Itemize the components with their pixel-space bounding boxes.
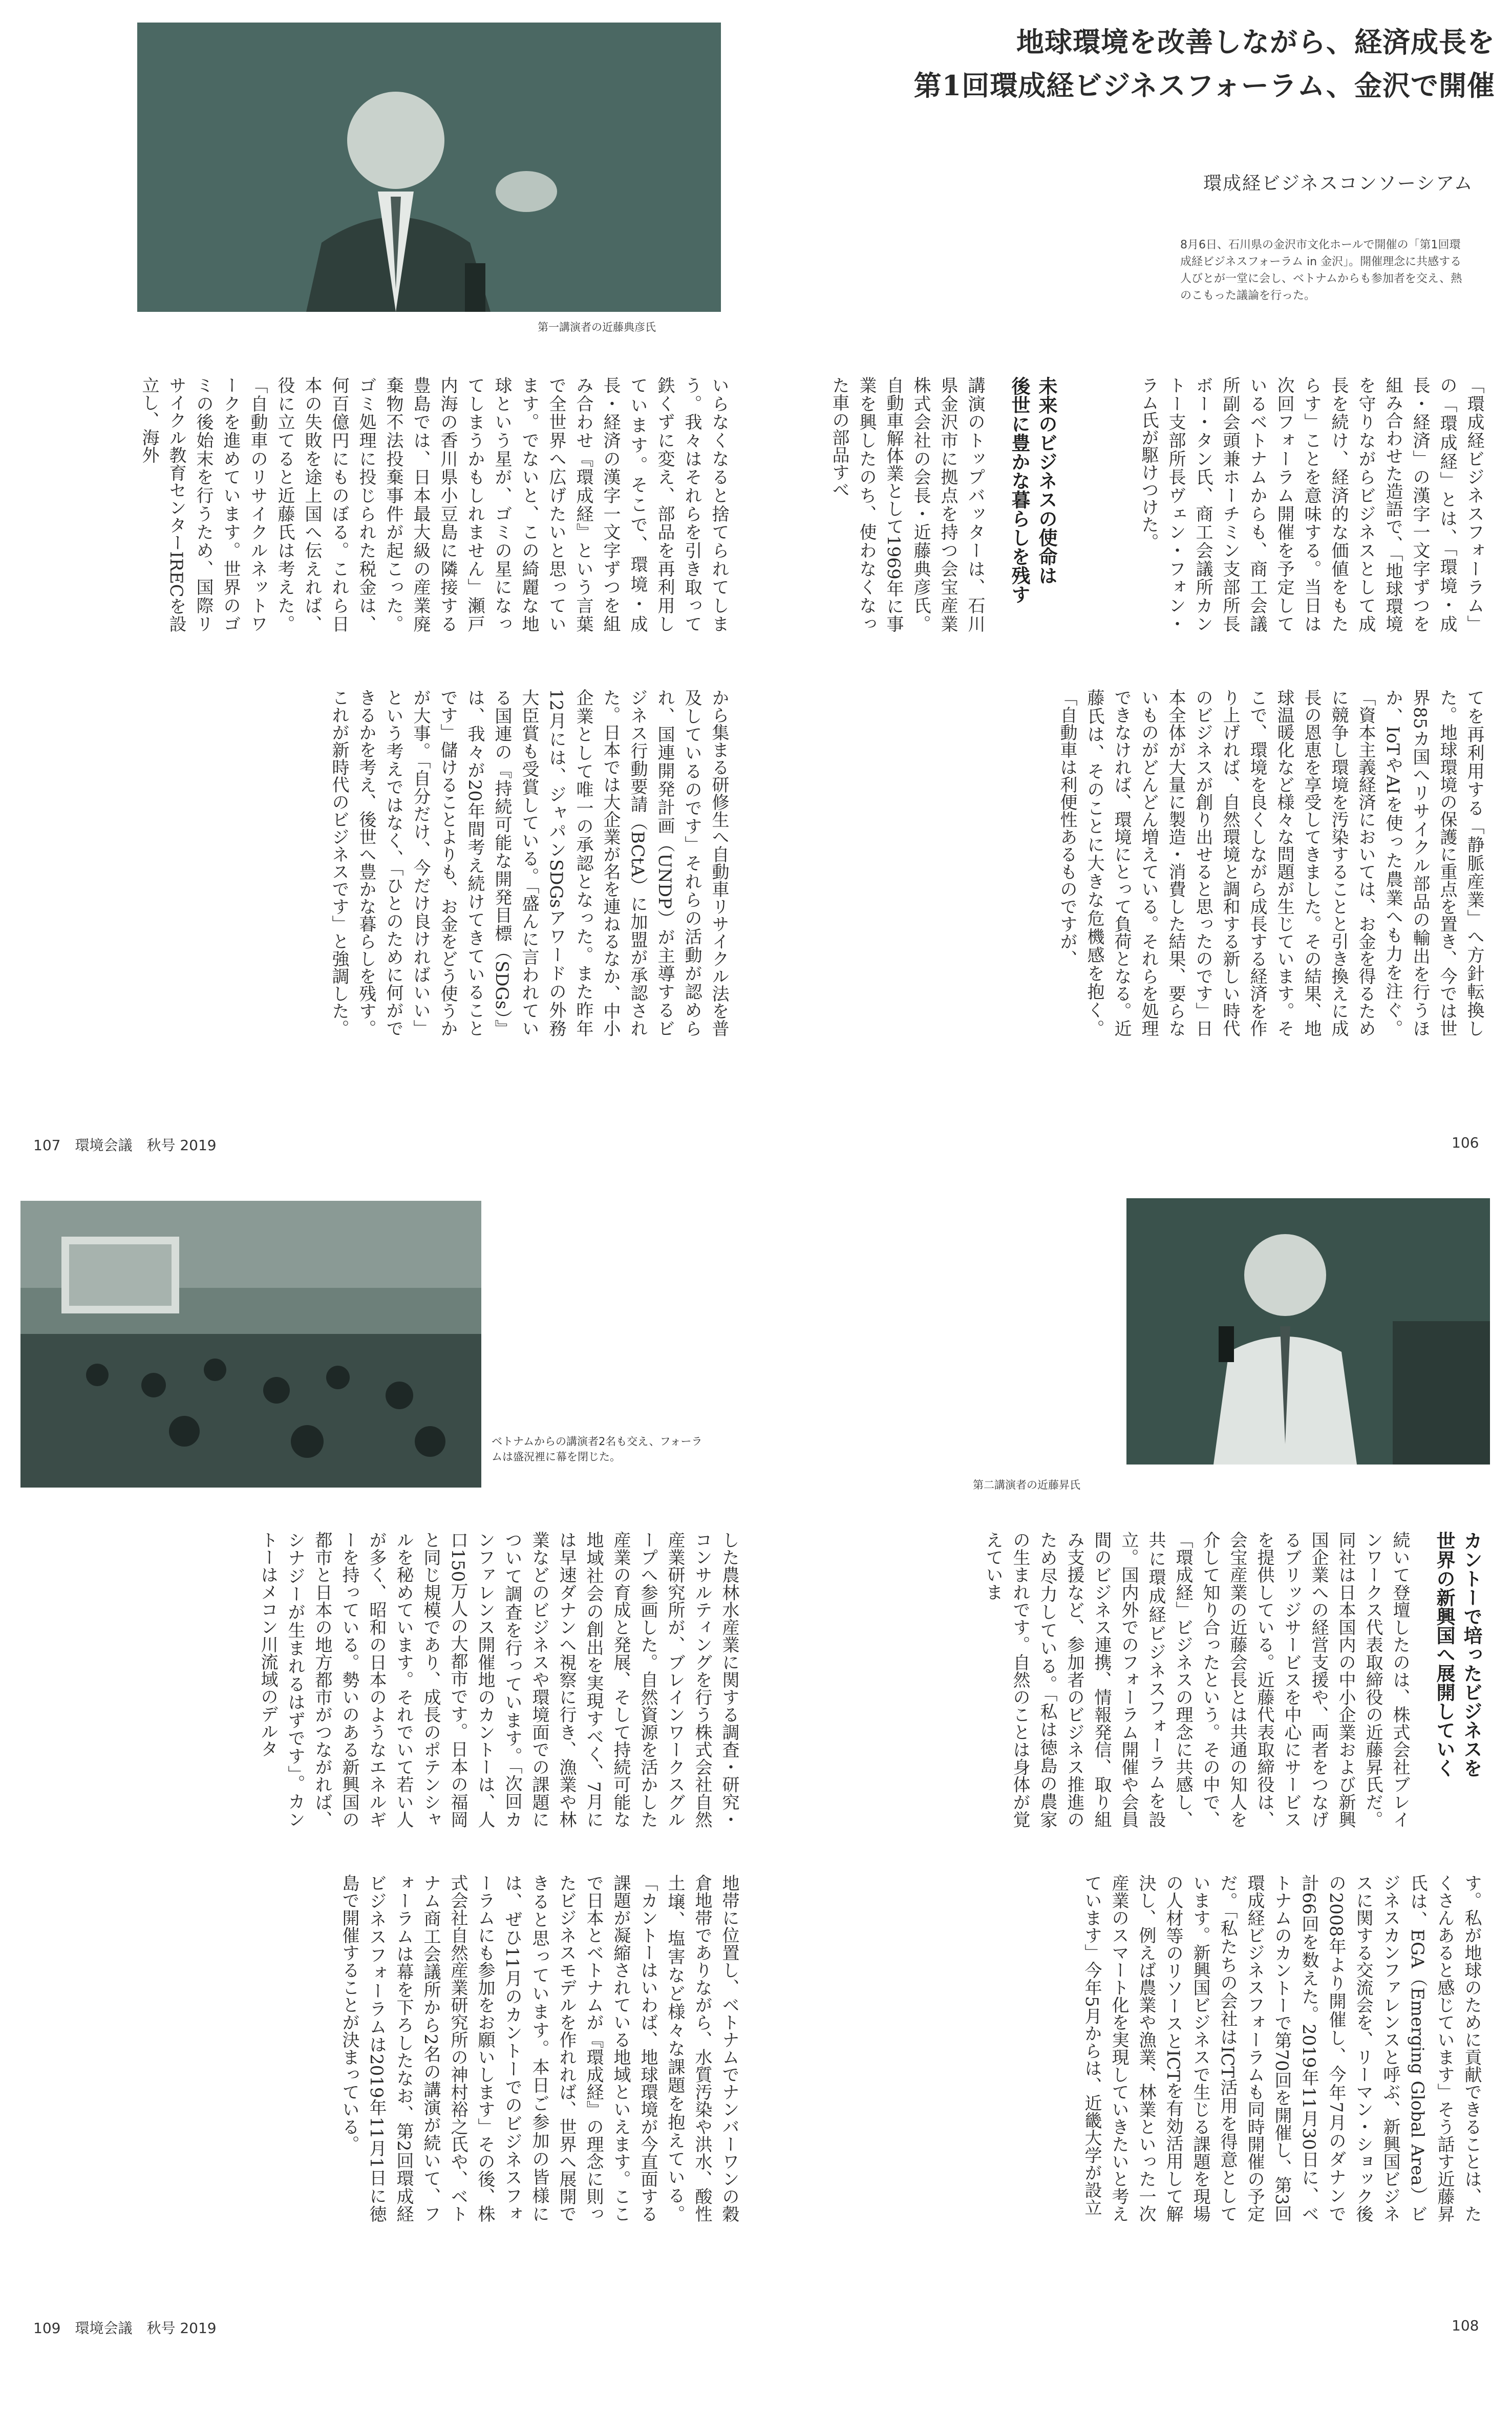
photo-caption-forum: ベトナムからの講演者2名も交え、フォーラムは盛況裡に幕を閉じた。 bbox=[492, 1435, 702, 1463]
body-column-109-lower: 地帯に位置し、ベトナムでナンバーワンの穀倉地帯でありながら、水質汚染や洪水、酸性土壌、塩害など様々な課題を抱えている。「カントーはいわば、地球環境が今直面する課題が凝縮されている地域といえます。ここで日本とベトナムが『環成経』の理念に則ったビジネスモデルを作れれば、世界へ展開できると思っています。本日ご参加の皆様には、ぜひ11月のカントーでのビジネスフォーラムにも参加をお願いします」その後、株式会社自然産業研究所の神村裕之氏や、ベトナム商工会議所から2名の講演が続いて、フォーラムは幕を下ろしたなお、第2回環成経ビジネスフォーラムは2019年11月1日に徳島で開催することが決まっている。 bbox=[339, 1874, 739, 2222]
photo-second-speaker bbox=[1126, 1198, 1490, 1465]
body-column-106-upper: 「環成経ビジネスフォーラム」の「環成経」とは、「環境・成長・経済」の漢字一文字ずつを組み合わせた造語で、「地球環境を守りながらビジネスとして成長を続け、経済的な価値をもたらす」ことを意味する。当日は次回フォーラム開催を予定しているベトナムからも、商工会議所副会頭兼ホーチミン支部所長ボー・タン氏、商工会議所カントー支部所長ヴェン・フォン・ラム氏が駆けつけた。 bbox=[1138, 376, 1484, 632]
section-heading-2: カントーで培ったビジネスを 世界の新興国へ展開していく bbox=[1433, 1531, 1482, 1777]
body-column-108-lower: す。私が地球のために貢献できることは、たくさんあると感じています」そう話す近藤昇氏は、EGA（Emerging Global Area）ビジネスカンファレンスと呼ぶ、新興国ビジネスに関する交流会を、リーマン・ショック後の2008年より開催し、今年7月のダナンで計66回を数えた。2019年11月30日に、ベトナムのカントーで第70回を開催し、第3回環成経ビジネスフォーラムも同時開催の予定だ。「私たちの会社はICT活用を得意としています。新興国ビジネスで生じる課題を現場の人材等のリソースとICTを有効活用して解決し、例えば農業や漁業、林業といった一次産業のスマート化を実現していきたいと考えています」今年5月からは、近畿大学が設立 bbox=[1081, 1874, 1482, 2222]
body-column-107-upper: いらなくなると捨てられてしまう。我々はそれらを引き取って鉄くずに変え、部品を再利用しています。そこで、環境・成長・経済の漢字一文字ずつを組み合わせ『環成経』という言葉で全世界へ広げたいと思っています。でないと、この綺麗な地球という星が、ゴミの星になってしまうかもしれません」瀬戸内海の香川県小豆島に隣接する豊島では、日本最大級の産業廃棄物不法投棄事件が起こった。ゴミ処理に投じられた税金は、何百億円にものぼる。これら日本の失敗を途上国へ伝えれば、役に立てると近藤氏は考えた。「自動車のリサイクルネットワークを進めています。世界のゴミの後始末を行うため、国際リサイクル教育センターIRECを設立し、海外 bbox=[139, 376, 729, 632]
section-heading-1: 未来のビジネスの使命は 後世に豊かな暮らしを残す bbox=[1008, 376, 1057, 604]
title-line-1: 地球環境を改善しながら、経済成長を bbox=[1016, 26, 1495, 58]
title-line-2: 第1回環成経ビジネスフォーラム、金沢で開催 bbox=[913, 69, 1495, 102]
photo-first-speaker bbox=[137, 23, 721, 312]
article-title bbox=[727, 15, 1495, 118]
page-folio-109: 109 環境会議 秋号 2019 bbox=[33, 2320, 217, 2337]
page-folio-107: 107 環境会議 秋号 2019 bbox=[33, 1137, 217, 1154]
body-column-109-upper: した農林水産業に関する調査・研究・コンサルティングを行う株式会社自然産業研究所が、ブレインワークスグループへ参画した。自然資源を活かした産業の育成と発展、そして持続可能な地域社会の創出を実現すべく、7月には早速ダナンへ視察に行き、漁業や林業などのビジネスや環境面での課題について調査を行っています。「次回カンファレンス開催地のカントーは、人口150万人の大都市です。日本の福岡と同じ規模であり、成長のポテンシャルを秘めています。それでいて若い人が多く、昭和の日本のようなエネルギーを持っている。勢いのある新興国の都市と日本の地方都市がつながれば、シナジーが生まれるはずです」。カントーはメコン川流域のデルタ bbox=[258, 1531, 739, 1828]
photo-forum-hall bbox=[20, 1201, 481, 1488]
article-lead: 8月6日、石川県の金沢市文化ホールで開催の「第1回環成経ビジネスフォーラム in 金沢」。開催理念に共感する人びとが一堂に会し、ベトナムからも参加者を交え、熱のこもった議論を行った。 bbox=[1180, 239, 1462, 302]
body-column-106-upper-2: 講演のトップバッターは、石川県金沢市に拠点を持つ会宝産業株式会社の会長・近藤典彦氏。自動車解体業として1969年に事業を興したのち、使わなくなった車の部品すべ bbox=[829, 376, 985, 632]
page-folio-108: 108 bbox=[1452, 2317, 1479, 2334]
page-folio-106: 106 bbox=[1452, 1134, 1479, 1151]
article-subtitle: 環成経ビジネスコンソーシアム bbox=[1203, 173, 1474, 194]
body-column-108-upper: 続いて登壇したのは、株式会社ブレインワークス代表取締役の近藤昇氏だ。同社は日本国内の中小企業および新興国企業への経営支援や、両者をつなげるブリッジサービスを中心にサービスを提供している。近藤代表取締役は、会宝産業の近藤会長とは共通の知人を介して知り合ったという。その中で、「環成経」ビジネスの理念に共感し、共に環成経ビジネスフォーラムを設立。国内外でのフォーラム開催や会員間のビジネス連携、情報発信、取り組み支援など、参加者のビジネス推進のため尽力している。「私は徳島の農家の生まれです。自然のことは身体が覚えていま bbox=[983, 1531, 1410, 1828]
photo-caption-first-speaker: 第一講演者の近藤典彦氏 bbox=[538, 321, 656, 333]
body-column-106-lower: てを再利用する「静脈産業」へ方針転換した。地球環境の保護に重点を置き、今では世界85カ国へリサイクル部品の輸出を行うほか、IoTやAIを使った農業へも力を注ぐ。「資本主義経済においては、お金を得るために競争し環境を汚染することと引き換えに成長の恩恵を享受してきました。その結果、地球温暖化など様々な問題が生じています。そこで、環境を良くしながら成長する経済を作り上げれば、自然環境と調和する新しい時代のビジネスが創り出せると思ったのです」日本全体が大量に製造・消費した結果、要らないものがどんどん増えている。それらを処理できなければ、環境にとって負荷となる。近藤氏は、そのことに大きな危機感を抱く。「自動車は利便性あるものですが、 bbox=[1057, 689, 1484, 1037]
photo-caption-second-speaker: 第二講演者の近藤昇氏 bbox=[973, 1479, 1080, 1491]
body-column-107-lower: から集まる研修生へ自動車リサイクル法を普及しているのです」それらの活動が認められ、国連開発計画（UNDP）が主導するビジネス行動要請（BCtA）に加盟が承認された。日本では大企業が名を連ねるなか、中小企業として唯一の承認となった。また昨年12月には、ジャパンSDGsアワードの外務大臣賞も受賞している。「盛んに言われている国連の『持続可能な開発目標（SDGs）』は、我々が20年間考え続けてきていることです」儲けることよりも、お金をどう使うかが大事。「自分だけ、今だけ良ければいい」という考えではなく、「ひとのために何ができるかを考え、後世へ豊かな暮らしを残す。これが新時代のビジネスです」と強調した。 bbox=[329, 689, 729, 1037]
